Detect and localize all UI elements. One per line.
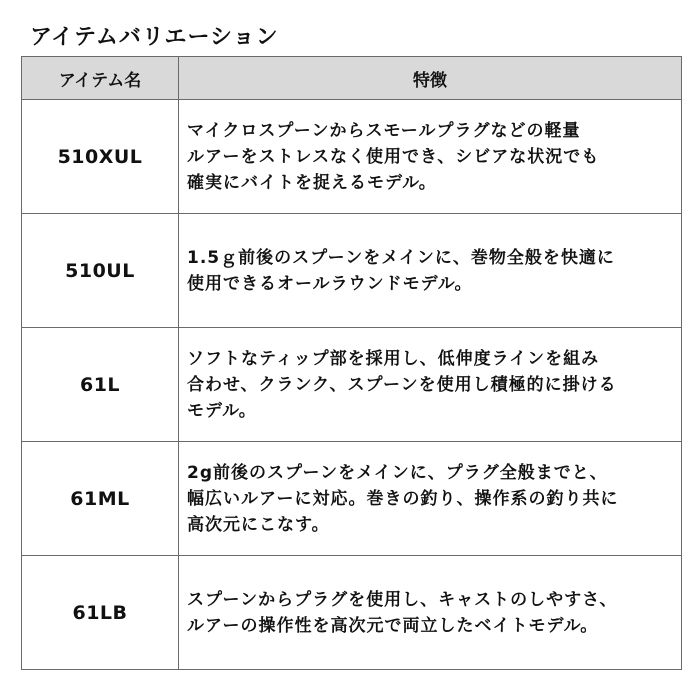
feature-text: [187, 460, 675, 538]
feature-cell: [179, 214, 682, 328]
table-row: [22, 556, 682, 670]
feature-cell: [179, 328, 682, 442]
feature-line: 合わせ、クランク、スプーンを使用し積極的に掛ける: [187, 374, 617, 395]
feature-text: [187, 118, 675, 196]
table-row: [22, 442, 682, 556]
feature-line: 確実にバイトを捉えるモデル。: [187, 172, 437, 193]
column-header-feature: 特徴: [179, 57, 682, 100]
feature-line: 高次元にこなす。: [187, 514, 330, 535]
page-title: アイテムバリエーション: [30, 25, 279, 50]
item-name-cell: 510UL: [22, 214, 179, 328]
feature-cell: [179, 442, 682, 556]
item-name-cell: 61L: [22, 328, 179, 442]
feature-cell: [179, 556, 682, 670]
feature-text: [187, 245, 675, 297]
item-variation-table: [21, 56, 682, 670]
table-row: [22, 100, 682, 214]
feature-line: マイクロスプーンからスモールプラグなどの軽量: [187, 120, 581, 141]
item-name-cell: 61LB: [22, 556, 179, 670]
table-row: [22, 214, 682, 328]
item-name-cell: 510XUL: [22, 100, 179, 214]
feature-line: ルアーの操作性を高次元で両立したベイトモデル。: [187, 615, 599, 636]
feature-line: ルアーをストレスなく使用でき、シビアな状況でも: [187, 146, 600, 167]
table-row: [22, 328, 682, 442]
feature-line: スプーンからプラグを使用し、キャストのしやすさ、: [187, 589, 618, 610]
feature-line: モデル。: [187, 400, 257, 421]
feature-line: 2g前後のスプーンをメインに、プラグ全般までと、: [187, 462, 608, 483]
feature-text: [187, 346, 675, 424]
feature-line: 使用できるオールラウンドモデル。: [187, 273, 473, 294]
feature-text: [187, 587, 675, 639]
table-header-row: [22, 57, 682, 100]
item-name-cell: 61ML: [22, 442, 179, 556]
feature-line: 1.5ｇ前後のスプーンをメインに、巻物全般を快適に: [187, 247, 615, 268]
column-header-item-name: アイテム名: [22, 57, 179, 100]
feature-line: 幅広いルアーに対応。巻きの釣り、操作系の釣り共に: [187, 488, 619, 509]
feature-cell: [179, 100, 682, 214]
feature-line: ソフトなティップ部を採用し、低伸度ラインを組み: [187, 348, 600, 369]
